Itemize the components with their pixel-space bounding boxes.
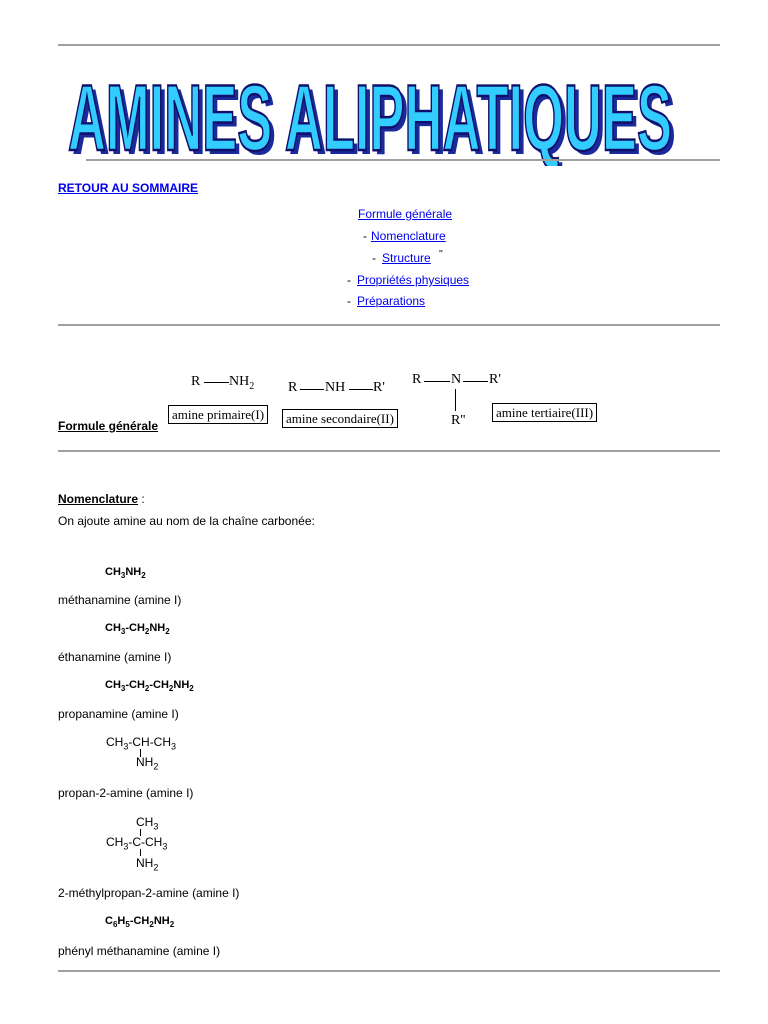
name-ethanamine: éthanamine (amine I)	[58, 650, 172, 664]
banner-title	[54, 56, 680, 166]
structure-propan-2-amine: $CH_3-CH-CH_3$ $NH_2$	[106, 735, 177, 772]
r-group: R	[191, 374, 201, 389]
heading-colon: :	[138, 492, 145, 506]
tertiary-r-prime: R'	[489, 372, 501, 387]
formula-methanamine: $CH_3NH_2$	[105, 566, 146, 581]
nomenclature-heading-line	[58, 492, 145, 506]
divider-toc	[58, 324, 720, 326]
banner-title-shadow: AMINES ALIPHATIQUES	[72, 68, 677, 166]
back-to-summary-link[interactable]: RETOUR AU SOMMAIRE	[58, 181, 199, 195]
formula-ethanamine: $CH_3-CH_2NH_2$	[105, 622, 170, 637]
bond-line	[424, 381, 450, 382]
banner-underline	[86, 159, 720, 161]
bond-line	[349, 389, 373, 390]
wordart-title	[54, 56, 680, 166]
toc-dash: -	[347, 273, 351, 287]
bond-line	[300, 389, 324, 390]
toc-link-structure[interactable]: Structure	[382, 251, 431, 265]
structure-mark: ''	[439, 249, 443, 260]
primary-amine-label: amine primaire(I)	[168, 405, 268, 424]
tertiary-r-second: R''	[451, 413, 466, 428]
tertiary-amine-label: amine tertiaire(III)	[492, 403, 597, 422]
name-phenyl-methanamine: phényl méthanamine (amine I)	[58, 944, 221, 958]
tertiary-r: R	[412, 372, 422, 387]
toc-link-preparations[interactable]: Préparations	[357, 294, 426, 308]
nomenclature-intro: On ajoute amine au nom de la chaîne carbonée:	[58, 514, 315, 528]
secondary-r-prime: R'	[373, 380, 385, 395]
bond-line	[463, 381, 488, 382]
toc-link-nomenclature[interactable]: Nomenclature	[371, 229, 446, 243]
name-2-methylpropan-2-amine: 2-méthylpropan-2-amine (amine I)	[58, 886, 240, 900]
nh2-label: $NH_2$	[229, 374, 255, 392]
name-propan-2-amine: propan-2-amine (amine I)	[58, 786, 194, 800]
formula-propanamine: $CH_3-CH_2-CH_2NH_2$	[105, 679, 194, 694]
toc-dash: -	[372, 251, 376, 265]
nh2-group	[229, 374, 254, 392]
primary-amine-structure	[191, 374, 200, 390]
nomenclature-heading: Nomenclature	[58, 492, 139, 506]
divider-formule	[58, 450, 720, 452]
formula-phenyl-methanamine: $C_6H_5-CH_2NH_2$	[105, 915, 175, 930]
bottom-divider	[58, 970, 720, 972]
formule-heading: Formule générale	[58, 419, 159, 433]
top-divider	[58, 44, 720, 46]
toc-dash: -	[347, 294, 351, 308]
bond-line-vertical	[455, 389, 456, 411]
name-methanamine: méthanamine (amine I)	[58, 593, 182, 607]
secondary-r: R	[288, 380, 298, 395]
toc-link-formule[interactable]: Formule générale	[358, 207, 453, 221]
name-propanamine: propanamine (amine I)	[58, 707, 179, 721]
secondary-nh: NH	[325, 380, 346, 395]
tertiary-n: N	[451, 372, 462, 387]
secondary-amine-label: amine secondaire(II)	[282, 409, 398, 428]
toc-dash: -	[363, 229, 367, 243]
toc-link-proprietes[interactable]: Propriétés physiques	[357, 273, 470, 287]
banner-title-text: AMINES ALIPHATIQUES	[68, 64, 673, 166]
bond-line	[204, 382, 229, 383]
